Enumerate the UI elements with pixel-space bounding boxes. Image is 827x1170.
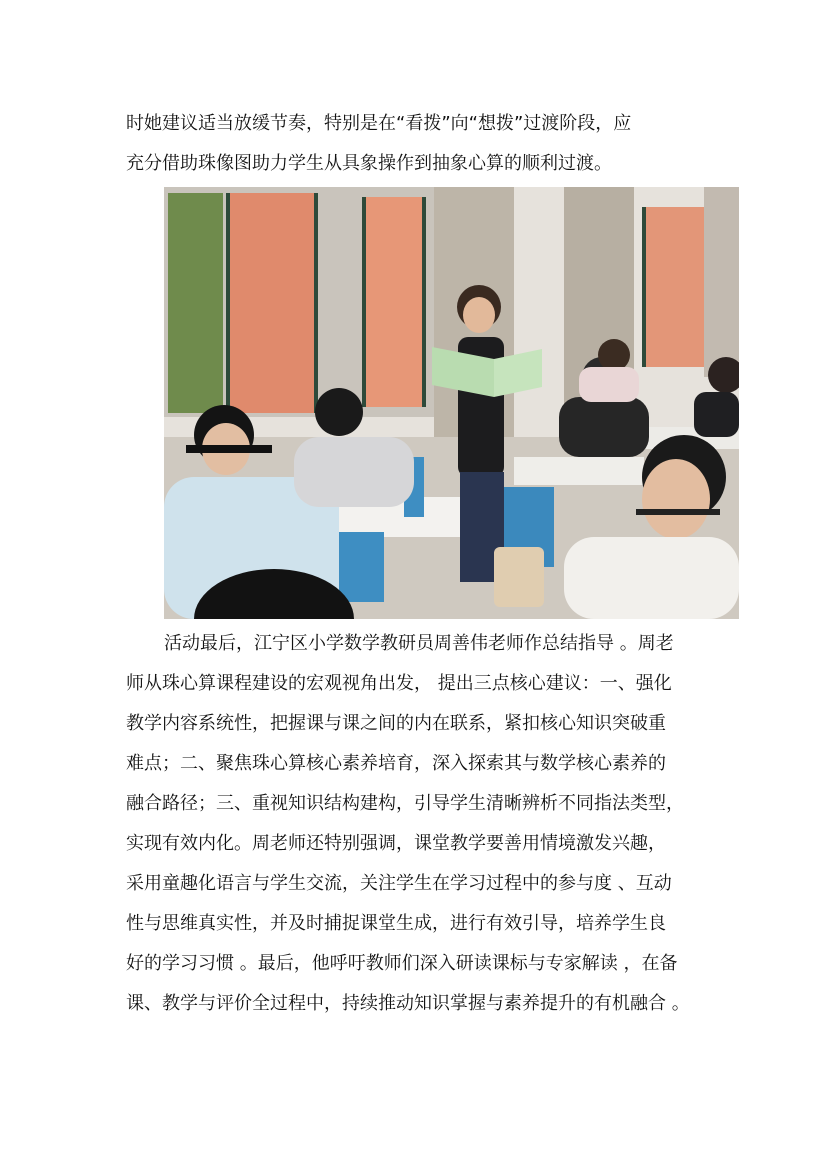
paragraph-bottom-line-7: 采用童趣化语言与学生交流，关注学生在学习过程中的参与度 、互动: [126, 873, 672, 894]
classroom-photo: [164, 187, 739, 619]
paragraph-bottom-line-6: 实现有效内化。周老师还特别强调，课堂教学要善用情境激发兴趣，: [126, 833, 666, 854]
paragraph-bottom-line-4: 难点；二、聚焦珠心算核心素养培育，深入探索其与数学核心素养的: [126, 753, 666, 774]
paragraph-bottom-line-5: 融合路径；三、重视知识结构建构，引导学生清晰辨析不同指法类型，: [126, 793, 684, 814]
paragraph-bottom-line-10: 课、教学与评价全过程中，持续推动知识掌握与素养提升的有机融合 。: [126, 993, 690, 1014]
paragraph-bottom-line-1: 活动最后，江宁区小学数学教研员周善伟老师作总结指导 。周老: [164, 633, 674, 654]
paragraph-bottom-line-9: 好的学习习惯 。最后，他呼吁教师们深入研读课标与专家解读 ，在备: [126, 953, 678, 974]
paragraph-bottom-line-3: 教学内容系统性，把握课与课之间的内在联系，紧扣核心知识突破重: [126, 713, 666, 734]
paragraph-top-line-2: 充分借助珠像图助力学生从具象操作到抽象心算的顺利过渡。: [126, 153, 612, 174]
classroom-photo-illustration: [164, 187, 739, 619]
paragraph-top-line-1: 时她建议适当放缓节奏，特别是在“看拨”向“想拨”过渡阶段，应: [126, 113, 632, 134]
paragraph-bottom-line-2: 师从珠心算课程建设的宏观视角出发， 提出三点核心建议：一、强化: [126, 673, 672, 694]
paragraph-bottom-line-8: 性与思维真实性，并及时捕捉课堂生成，进行有效引导，培养学生良: [126, 913, 666, 934]
